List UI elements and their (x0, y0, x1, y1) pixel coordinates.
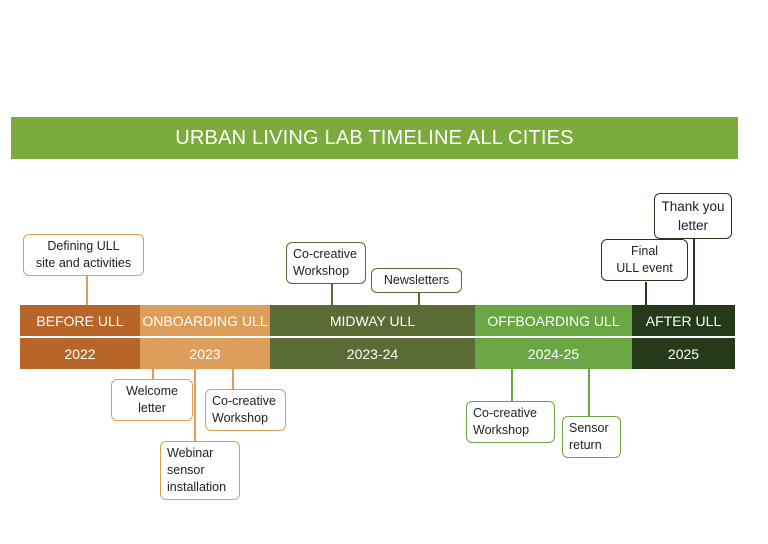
phase-offboarding-ull: OFFBOARDING ULL (475, 305, 632, 336)
connector-cocreative-onboarding (232, 369, 234, 389)
connector-sensor-return (588, 369, 590, 417)
connector-cocreative-midway (331, 281, 333, 305)
event-final-ull-event: Final ULL event (601, 239, 688, 281)
phase-after-ull: AFTER ULL (632, 305, 735, 336)
phase-onboarding-ull: ONBOARDING ULL (140, 305, 270, 336)
connector-defining (86, 271, 88, 305)
event-cocreative-workshop-onboarding: Co-creative Workshop (205, 389, 286, 431)
year-onboarding-ull: 2023 (140, 338, 270, 369)
year-midway-ull: 2023-24 (270, 338, 475, 369)
event-cocreative-workshop-midway: Co-creative Workshop (286, 242, 366, 284)
connector-newsletters (418, 293, 420, 305)
event-welcome-letter: Welcome letter (111, 379, 193, 421)
event-newsletters: Newsletters (371, 268, 462, 293)
year-after-ull: 2025 (632, 338, 735, 369)
connector-cocreative-offboarding (511, 369, 513, 401)
connector-thank-you (693, 234, 695, 305)
connector-webinar (194, 369, 196, 442)
phase-midway-ull: MIDWAY ULL (270, 305, 475, 336)
event-cocreative-workshop-offboarding: Co-creative Workshop (466, 401, 555, 443)
event-thank-you-letter: Thank you letter (654, 193, 732, 239)
event-webinar-sensor-installation: Webinar sensor installation (160, 441, 240, 500)
phase-before-ull: BEFORE ULL (20, 305, 140, 336)
year-offboarding-ull: 2024-25 (475, 338, 632, 369)
event-defining-ull-site: Defining ULL site and activities (23, 234, 144, 276)
event-sensor-return: Sensor return (562, 416, 621, 458)
timeline-title: URBAN LIVING LAB TIMELINE ALL CITIES (11, 117, 738, 159)
year-before-ull: 2022 (20, 338, 140, 369)
connector-final-event (645, 282, 647, 305)
